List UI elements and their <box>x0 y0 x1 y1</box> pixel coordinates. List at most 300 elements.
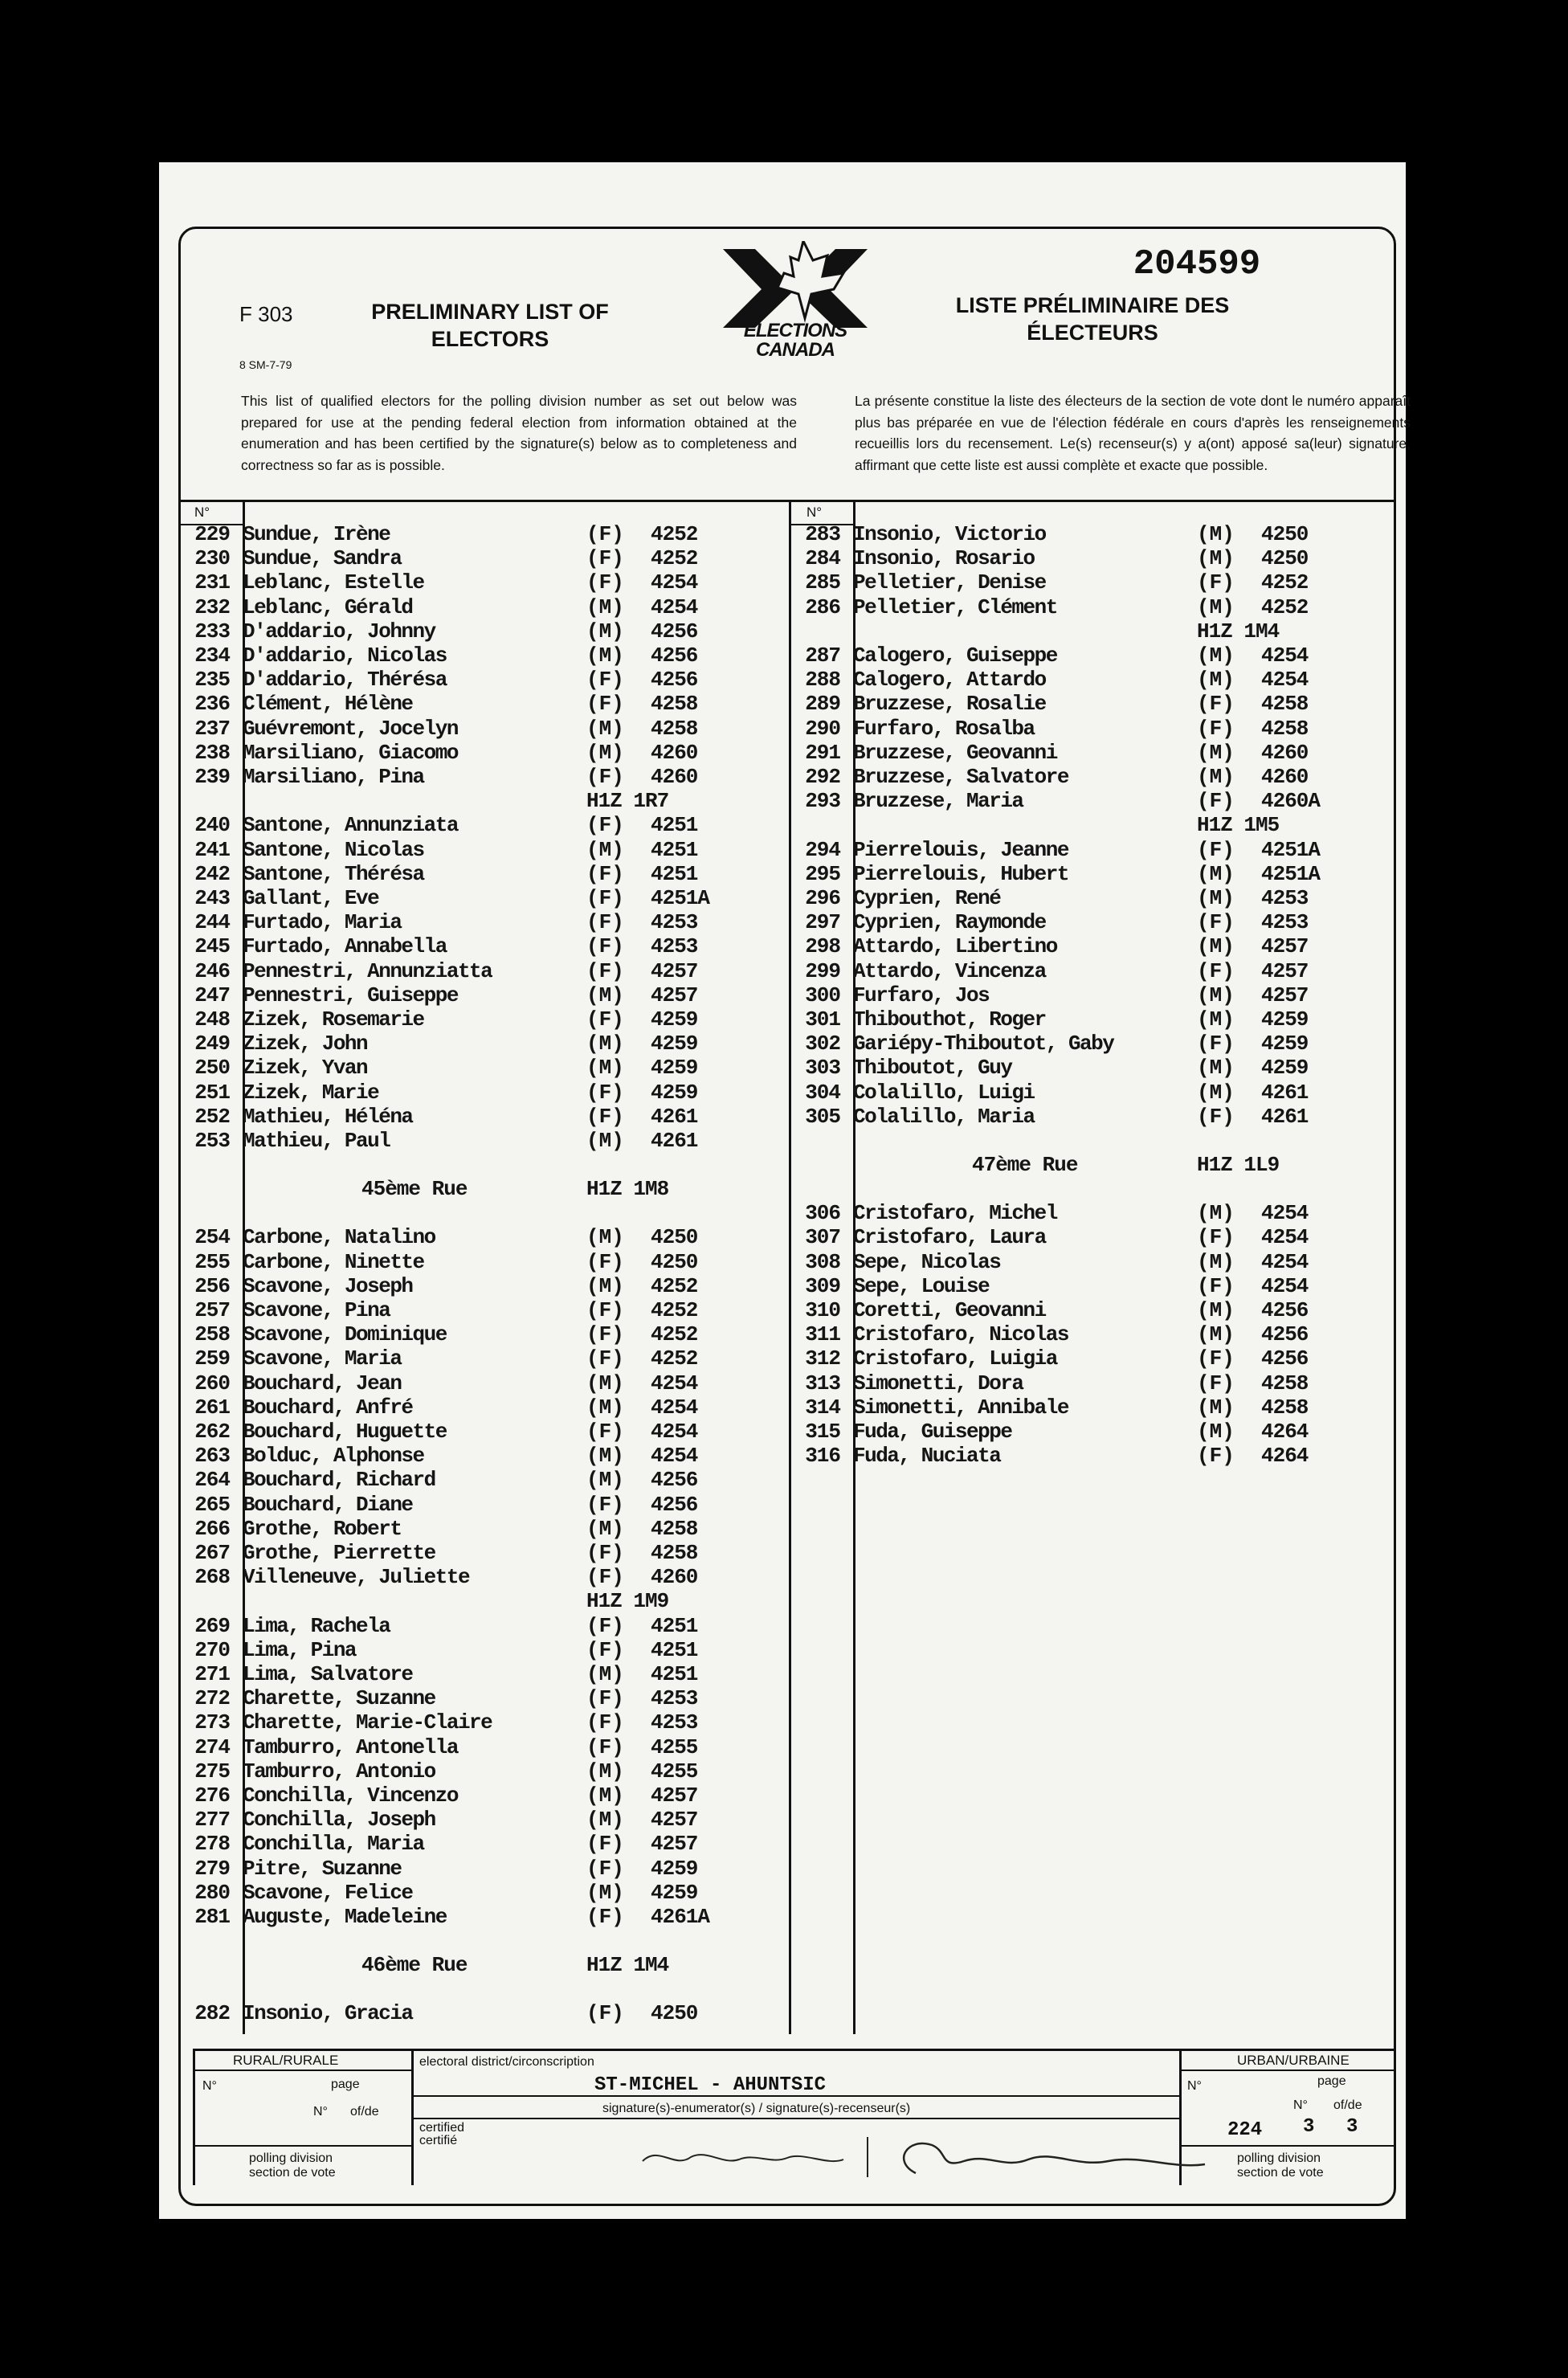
elector-address-code: 4254 <box>1261 1273 1309 1298</box>
elector-sex: (F) <box>1197 1273 1235 1298</box>
elector-address-code: 4254 <box>651 1420 698 1444</box>
elector-number: 230 <box>194 546 230 571</box>
elector-address-code: 4258 <box>1261 692 1309 717</box>
elector-name: Scavone, Maria <box>243 1346 402 1371</box>
elector-address-code: 4261 <box>651 1104 698 1129</box>
elector-address-code: 4250 <box>1261 522 1309 546</box>
elector-name: Scavone, Dominique <box>243 1322 447 1347</box>
rural-page-no-label: N° <box>313 2105 328 2119</box>
elector-number: 246 <box>194 958 230 983</box>
elector-address-code: 4264 <box>1261 1444 1309 1469</box>
elector-name: Colalillo, Luigi <box>853 1080 1035 1105</box>
elector-number: 289 <box>805 692 840 717</box>
rural-page-label: page <box>331 2078 360 2091</box>
elector-name: Furtado, Annabella <box>243 934 447 959</box>
elector-number: 239 <box>194 765 230 789</box>
rural-title-line <box>193 2070 411 2071</box>
elector-name: Mathieu, Paul <box>243 1129 390 1153</box>
elector-name: D'addario, Thérésa <box>243 668 447 693</box>
elector-number: 304 <box>805 1080 840 1105</box>
elector-sex: (F) <box>586 1007 624 1032</box>
elector-address-code: 4254 <box>651 1371 698 1395</box>
elector-sex: (F) <box>1197 1444 1235 1469</box>
elector-number: 282 <box>194 2001 230 2026</box>
elector-address-code: 4252 <box>651 1322 698 1347</box>
elector-name: Simonetti, Dora <box>853 1371 1023 1395</box>
district-label: electoral district/circonscription <box>419 2055 594 2069</box>
signature-label-line <box>411 2118 1179 2119</box>
elector-address-code: 4251 <box>651 1613 698 1638</box>
elector-address-code: 4253 <box>1261 886 1309 910</box>
elector-name: Sundue, Irène <box>243 522 390 546</box>
elector-address-code: 4257 <box>651 958 698 983</box>
elector-sex: (M) <box>586 1129 624 1153</box>
elector-number: 240 <box>194 813 230 838</box>
elector-sex: (M) <box>1197 983 1235 1007</box>
elector-number: 249 <box>194 1032 230 1056</box>
elector-sex: (F) <box>586 1905 624 1929</box>
elector-number: 253 <box>194 1129 230 1153</box>
elector-number: 308 <box>805 1249 840 1274</box>
elector-sex: (M) <box>586 1784 624 1808</box>
elector-number: 270 <box>194 1637 230 1662</box>
elector-name: Clément, Hélène <box>243 692 413 717</box>
elector-address-code: 4252 <box>651 1273 698 1298</box>
elector-number: 307 <box>805 1225 840 1250</box>
elector-sex: (M) <box>586 1516 624 1541</box>
elector-number: 313 <box>805 1371 840 1395</box>
rural-polling-fr: section de vote <box>249 2166 336 2180</box>
elector-number: 268 <box>194 1565 230 1590</box>
elector-name: Thiboutot, Guy <box>853 1056 1012 1081</box>
elector-name: Leblanc, Gérald <box>243 594 413 619</box>
elector-name: Fuda, Nuciata <box>853 1444 1001 1469</box>
elector-sex: (F) <box>586 1613 624 1638</box>
elector-number: 264 <box>194 1468 230 1493</box>
elector-sex: (F) <box>586 546 624 571</box>
elector-sex: (M) <box>1197 1007 1235 1032</box>
elector-address-code: 4259 <box>1261 1032 1309 1056</box>
title-french: LISTE PRÉLIMINAIRE DES ÉLECTEURS <box>955 293 1230 345</box>
elector-sex: (F) <box>1197 692 1235 717</box>
elector-number: 255 <box>194 1249 230 1274</box>
elector-name: Bruzzese, Rosalie <box>853 692 1046 717</box>
elector-address-code: 4250 <box>651 1225 698 1250</box>
right-no-label: N° <box>806 505 823 520</box>
elector-number: 254 <box>194 1225 230 1250</box>
elector-sex: (M) <box>586 1759 624 1784</box>
elector-address-code: 4256 <box>651 619 698 644</box>
elector-address-code: 4253 <box>651 1686 698 1711</box>
street-name: 47ème Rue <box>972 1153 1078 1177</box>
urban-title-line <box>1179 2070 1394 2071</box>
elector-name: Insonio, Gracia <box>243 2001 413 2026</box>
elector-sex: (F) <box>1197 570 1235 595</box>
elector-name: Tamburro, Antonio <box>243 1759 435 1784</box>
elector-sex: (F) <box>1197 1346 1235 1371</box>
elector-address-code: 4259 <box>651 1007 698 1032</box>
elector-address-code: 4257 <box>651 983 698 1007</box>
elector-sex: (F) <box>1197 910 1235 935</box>
elector-address-code: 4252 <box>651 522 698 546</box>
elector-sex: (F) <box>1197 837 1235 862</box>
elector-name: Scavone, Pina <box>243 1298 390 1322</box>
elector-sex: (M) <box>1197 668 1235 693</box>
elector-name: Lima, Rachela <box>243 1613 390 1638</box>
elector-sex: (F) <box>1197 1104 1235 1129</box>
elector-number: 286 <box>805 594 840 619</box>
elector-sex: (F) <box>586 1856 624 1881</box>
elector-address-code: 4255 <box>651 1759 698 1784</box>
signature-label: signature(s)-enumerator(s) / signature(s)-recenseur(s) <box>602 2102 911 2115</box>
elector-address-code: 4250 <box>651 1249 698 1274</box>
elector-name: Furtado, Maria <box>243 910 402 935</box>
right-header-line <box>789 500 1396 502</box>
elector-number: 259 <box>194 1346 230 1371</box>
elector-address-code: 4257 <box>651 1832 698 1857</box>
elector-number: 260 <box>194 1371 230 1395</box>
elector-number: 299 <box>805 958 840 983</box>
elector-sex: (F) <box>586 1346 624 1371</box>
elector-sex: (M) <box>586 716 624 741</box>
elector-number: 280 <box>194 1880 230 1905</box>
elector-address-code: 4258 <box>1261 716 1309 741</box>
elector-sex: (F) <box>586 1080 624 1105</box>
elector-address-code: 4259 <box>651 1032 698 1056</box>
elector-sex: (M) <box>586 1225 624 1250</box>
elector-name: Charette, Suzanne <box>243 1686 435 1711</box>
elector-address-code: 4254 <box>651 594 698 619</box>
elector-address-code: 4264 <box>1261 1420 1309 1444</box>
elector-name: Pelletier, Denise <box>853 570 1046 595</box>
elector-name: D'addario, Johnny <box>243 619 435 644</box>
elector-address-code: 4255 <box>651 1734 698 1759</box>
elector-number: 305 <box>805 1104 840 1129</box>
elector-sex: (M) <box>1197 1249 1235 1274</box>
elector-name: Gariépy-Thiboutot, Gaby <box>853 1032 1114 1056</box>
urban-of-value: 3 <box>1346 2116 1358 2138</box>
elector-number: 234 <box>194 644 230 668</box>
elector-address-code: 4251A <box>651 886 710 910</box>
elector-number: 306 <box>805 1201 840 1226</box>
elector-number: 276 <box>194 1784 230 1808</box>
urban-page-label: page <box>1317 2074 1346 2088</box>
elector-sex: (F) <box>586 1734 624 1759</box>
elector-sex: (F) <box>1197 1032 1235 1056</box>
elector-sex: (M) <box>1197 594 1235 619</box>
elector-name: Calogero, Attardo <box>853 668 1046 693</box>
elector-address-code: 4256 <box>1261 1298 1309 1322</box>
elector-address-code: 4252 <box>651 546 698 571</box>
elector-number: 311 <box>805 1322 840 1347</box>
elector-address-code: 4259 <box>1261 1007 1309 1032</box>
elector-sex: (M) <box>586 837 624 862</box>
elector-number: 229 <box>194 522 230 546</box>
elector-address-code: 4253 <box>651 934 698 959</box>
left-no-label: N° <box>194 505 210 520</box>
elector-name: Bruzzese, Geovanni <box>853 740 1057 765</box>
elector-name: Sepe, Nicolas <box>853 1249 1001 1274</box>
elector-name: Cristofaro, Nicolas <box>853 1322 1068 1347</box>
elector-address-code: 4260 <box>1261 765 1309 789</box>
elector-number: 301 <box>805 1007 840 1032</box>
elector-name: Santone, Thérésa <box>243 861 424 886</box>
elector-sex: (F) <box>586 1298 624 1322</box>
elector-name: Bouchard, Richard <box>243 1468 435 1493</box>
elector-name: Leblanc, Estelle <box>243 570 424 595</box>
elector-name: Guévremont, Jocelyn <box>243 716 458 741</box>
elector-number: 284 <box>805 546 840 571</box>
elector-address-code: 4254 <box>1261 668 1309 693</box>
elector-name: Gallant, Eve <box>243 886 379 910</box>
elector-address-code: 4256 <box>651 1492 698 1517</box>
elector-name: Grothe, Robert <box>243 1516 402 1541</box>
elector-sex: (F) <box>586 861 624 886</box>
elector-sex: (M) <box>1197 1420 1235 1444</box>
elector-name: Sundue, Sandra <box>243 546 402 571</box>
elector-number: 290 <box>805 716 840 741</box>
elector-name: Pierrelouis, Jeanne <box>853 837 1068 862</box>
elector-sex: (F) <box>1197 716 1235 741</box>
elector-address-code: 4256 <box>651 668 698 693</box>
elector-name: Tamburro, Antonella <box>243 1734 458 1759</box>
elector-name: Insonio, Victorio <box>853 522 1046 546</box>
footer-top-line <box>193 2049 1394 2051</box>
elector-sex: (F) <box>1197 958 1235 983</box>
elector-number: 241 <box>194 837 230 862</box>
elector-name: Furfaro, Rosalba <box>853 716 1035 741</box>
elector-number: 293 <box>805 789 840 814</box>
elector-address-code: 4254 <box>1261 644 1309 668</box>
elector-sex: (F) <box>586 692 624 717</box>
elector-number: 285 <box>805 570 840 595</box>
elector-address-code: 4251 <box>651 813 698 838</box>
elector-address-code: 4261 <box>1261 1104 1309 1129</box>
intro-text-french: La présente constitue la liste des électeurs de la section de vote dont le numéro apparaît plus bas préparée en vue de l'élection fédérale en cours d'après les renseignements recueillis lors du recensement. Le(s) recenseur(s) y a(ont) apposé sa(leur) signature, affirmant que cette liste est aussi complète et exacte que possible. <box>855 393 1411 473</box>
urban-page-value: 3 <box>1303 2116 1315 2138</box>
elector-sex: (F) <box>586 570 624 595</box>
intro-text-english: This list of qualified electors for the polling division number as set out below was prepared for use at the pending federal election from information obtained at the enumeration and has been certified by the signature(s) below as to completeness and correctness so far as is possible. <box>241 393 797 473</box>
elector-sex: (M) <box>586 983 624 1007</box>
elector-number: 267 <box>194 1541 230 1565</box>
elector-sex: (M) <box>586 1662 624 1686</box>
postal-code: H1Z 1M4 <box>586 1953 669 1978</box>
elector-address-code: 4253 <box>651 1710 698 1735</box>
elector-sex: (M) <box>1197 522 1235 546</box>
elector-number: 269 <box>194 1613 230 1638</box>
street-name: 45ème Rue <box>361 1177 468 1202</box>
elector-address-code: 4258 <box>651 1516 698 1541</box>
elector-sex: (M) <box>1197 1298 1235 1322</box>
elector-name: Pelletier, Clément <box>853 594 1057 619</box>
elector-address-code: 4254 <box>651 570 698 595</box>
elector-sex: (F) <box>586 668 624 693</box>
elector-name: Bouchard, Diane <box>243 1492 413 1517</box>
elector-number: 292 <box>805 765 840 789</box>
elector-sex: (M) <box>586 1032 624 1056</box>
elector-address-code: 4252 <box>1261 594 1309 619</box>
elector-number: 232 <box>194 594 230 619</box>
elector-sex: (F) <box>1197 789 1235 814</box>
elector-address-code: 4256 <box>651 644 698 668</box>
elector-address-code: 4257 <box>651 1784 698 1808</box>
certified-en: certified <box>419 2121 465 2135</box>
elector-address-code: 4259 <box>651 1856 698 1881</box>
elector-address-code: 4257 <box>1261 958 1309 983</box>
urban-page-no-label: N° <box>1293 2098 1308 2112</box>
elector-number: 281 <box>194 1905 230 1929</box>
postal-code: H1Z 1M8 <box>586 1177 669 1202</box>
elector-number: 251 <box>194 1080 230 1105</box>
elector-sex: (M) <box>586 1273 624 1298</box>
elector-number: 300 <box>805 983 840 1007</box>
elector-name: Attardo, Vincenza <box>853 958 1046 983</box>
urban-polling-en: polling division <box>1237 2151 1321 2165</box>
elector-address-code: 4254 <box>651 1444 698 1469</box>
elector-address-code: 4256 <box>651 1468 698 1493</box>
elector-number: 312 <box>805 1346 840 1371</box>
elector-sex: (F) <box>586 958 624 983</box>
elector-number: 262 <box>194 1420 230 1444</box>
elector-number: 274 <box>194 1734 230 1759</box>
urban-of-label: of/de <box>1333 2098 1362 2112</box>
elector-name: Pierrelouis, Hubert <box>853 861 1068 886</box>
elector-name: Lima, Salvatore <box>243 1662 413 1686</box>
elector-address-code: 4260 <box>651 740 698 765</box>
elector-number: 315 <box>805 1420 840 1444</box>
elector-name: D'addario, Nicolas <box>243 644 447 668</box>
elector-sex: (M) <box>586 644 624 668</box>
elector-sex: (F) <box>586 1104 624 1129</box>
logo-line-1: ELECTIONS <box>743 320 847 341</box>
elector-number: 244 <box>194 910 230 935</box>
elector-sex: (M) <box>586 1880 624 1905</box>
elector-address-code: 4257 <box>1261 983 1309 1007</box>
elector-name: Bouchard, Jean <box>243 1371 402 1395</box>
district-value: ST-MICHEL - AHUNTSIC <box>594 2074 827 2096</box>
elector-number: 243 <box>194 886 230 910</box>
elector-name: Bolduc, Alphonse <box>243 1444 424 1469</box>
elector-number: 279 <box>194 1856 230 1881</box>
elector-sex: (F) <box>586 1249 624 1274</box>
elector-address-code: 4261 <box>1261 1080 1309 1105</box>
elector-name: Bruzzese, Salvatore <box>853 765 1068 789</box>
elector-name: Carbone, Natalino <box>243 1225 435 1250</box>
elector-number: 235 <box>194 668 230 693</box>
elector-number: 283 <box>805 522 840 546</box>
street-name: 46ème Rue <box>361 1953 468 1978</box>
elector-sex: (F) <box>586 1492 624 1517</box>
elector-address-code: 4257 <box>651 1808 698 1833</box>
elector-sex: (F) <box>586 813 624 838</box>
elector-address-code: 4251A <box>1261 861 1321 886</box>
elector-sex: (M) <box>1197 1322 1235 1347</box>
elector-address-code: 4253 <box>651 910 698 935</box>
logo-line-2: CANADA <box>756 339 835 361</box>
elector-name: Attardo, Libertino <box>853 934 1057 959</box>
elector-name: Marsiliano, Pina <box>243 765 424 789</box>
serial-number: 204599 <box>1133 244 1261 284</box>
elector-name: Thibouthot, Roger <box>853 1007 1046 1032</box>
elector-address-code: 4252 <box>1261 570 1309 595</box>
elector-address-code: 4259 <box>1261 1056 1309 1081</box>
elector-address-code: 4254 <box>1261 1201 1309 1226</box>
elector-name: Pitre, Suzanne <box>243 1856 402 1881</box>
elector-name: Scavone, Felice <box>243 1880 413 1905</box>
urban-label: URBAN/URBAINE <box>1237 2053 1350 2068</box>
elector-address-code: 4260A <box>1261 789 1321 814</box>
elector-sex: (M) <box>586 1395 624 1420</box>
elector-number: 298 <box>805 934 840 959</box>
elector-address-code: 4258 <box>651 1541 698 1565</box>
elector-name: Bouchard, Huguette <box>243 1420 447 1444</box>
elector-number: 245 <box>194 934 230 959</box>
elector-address-code: 4261 <box>651 1129 698 1153</box>
elector-address-code: 4254 <box>1261 1225 1309 1250</box>
elector-sex: (F) <box>586 765 624 789</box>
elector-address-code: 4256 <box>1261 1346 1309 1371</box>
elector-name: Villeneuve, Juliette <box>243 1565 470 1590</box>
elector-sex: (F) <box>586 522 624 546</box>
elector-name: Zizek, Rosemarie <box>243 1007 424 1032</box>
postal-code: H1Z 1R7 <box>586 789 669 814</box>
elector-number: 248 <box>194 1007 230 1032</box>
elector-address-code: 4252 <box>651 1346 698 1371</box>
elector-number: 303 <box>805 1056 840 1081</box>
enumerator-signatures-icon <box>627 2129 1301 2185</box>
elector-address-code: 4251 <box>651 1637 698 1662</box>
elector-address-code: 4259 <box>651 1056 698 1081</box>
elector-number: 314 <box>805 1395 840 1420</box>
elector-number: 309 <box>805 1273 840 1298</box>
elector-address-code: 4251 <box>651 861 698 886</box>
elector-number: 263 <box>194 1444 230 1469</box>
elector-number: 295 <box>805 861 840 886</box>
elector-sex: (M) <box>586 1444 624 1469</box>
elector-name: Cristofaro, Michel <box>853 1201 1057 1226</box>
elector-number: 277 <box>194 1808 230 1833</box>
postal-code: H1Z 1M9 <box>586 1589 669 1614</box>
elector-number: 310 <box>805 1298 840 1322</box>
elector-sex: (M) <box>1197 1201 1235 1226</box>
elector-number: 278 <box>194 1832 230 1857</box>
elector-address-code: 4250 <box>651 2001 698 2026</box>
elector-name: Cyprien, René <box>853 886 1001 910</box>
elector-sex: (F) <box>586 1710 624 1735</box>
elector-name: Sepe, Louise <box>853 1273 990 1298</box>
elector-number: 291 <box>805 740 840 765</box>
elector-number: 275 <box>194 1759 230 1784</box>
elector-number: 238 <box>194 740 230 765</box>
postal-code: H1Z 1L9 <box>1197 1153 1280 1177</box>
left-header-line <box>178 500 789 502</box>
elector-sex: (M) <box>1197 740 1235 765</box>
elector-sex: (M) <box>1197 644 1235 668</box>
elector-sex: (M) <box>1197 886 1235 910</box>
elector-address-code: 4259 <box>651 1080 698 1105</box>
elector-sex: (F) <box>586 910 624 935</box>
elector-number: 302 <box>805 1032 840 1056</box>
elector-sex: (F) <box>586 886 624 910</box>
elector-number: 271 <box>194 1662 230 1686</box>
elector-number: 247 <box>194 983 230 1007</box>
urban-no-label: N° <box>1187 2079 1202 2093</box>
elector-name: Bruzzese, Maria <box>853 789 1023 814</box>
elector-address-code: 4254 <box>651 1395 698 1420</box>
elector-name: Cyprien, Raymonde <box>853 910 1046 935</box>
elector-number: 266 <box>194 1516 230 1541</box>
elector-sex: (F) <box>586 1637 624 1662</box>
